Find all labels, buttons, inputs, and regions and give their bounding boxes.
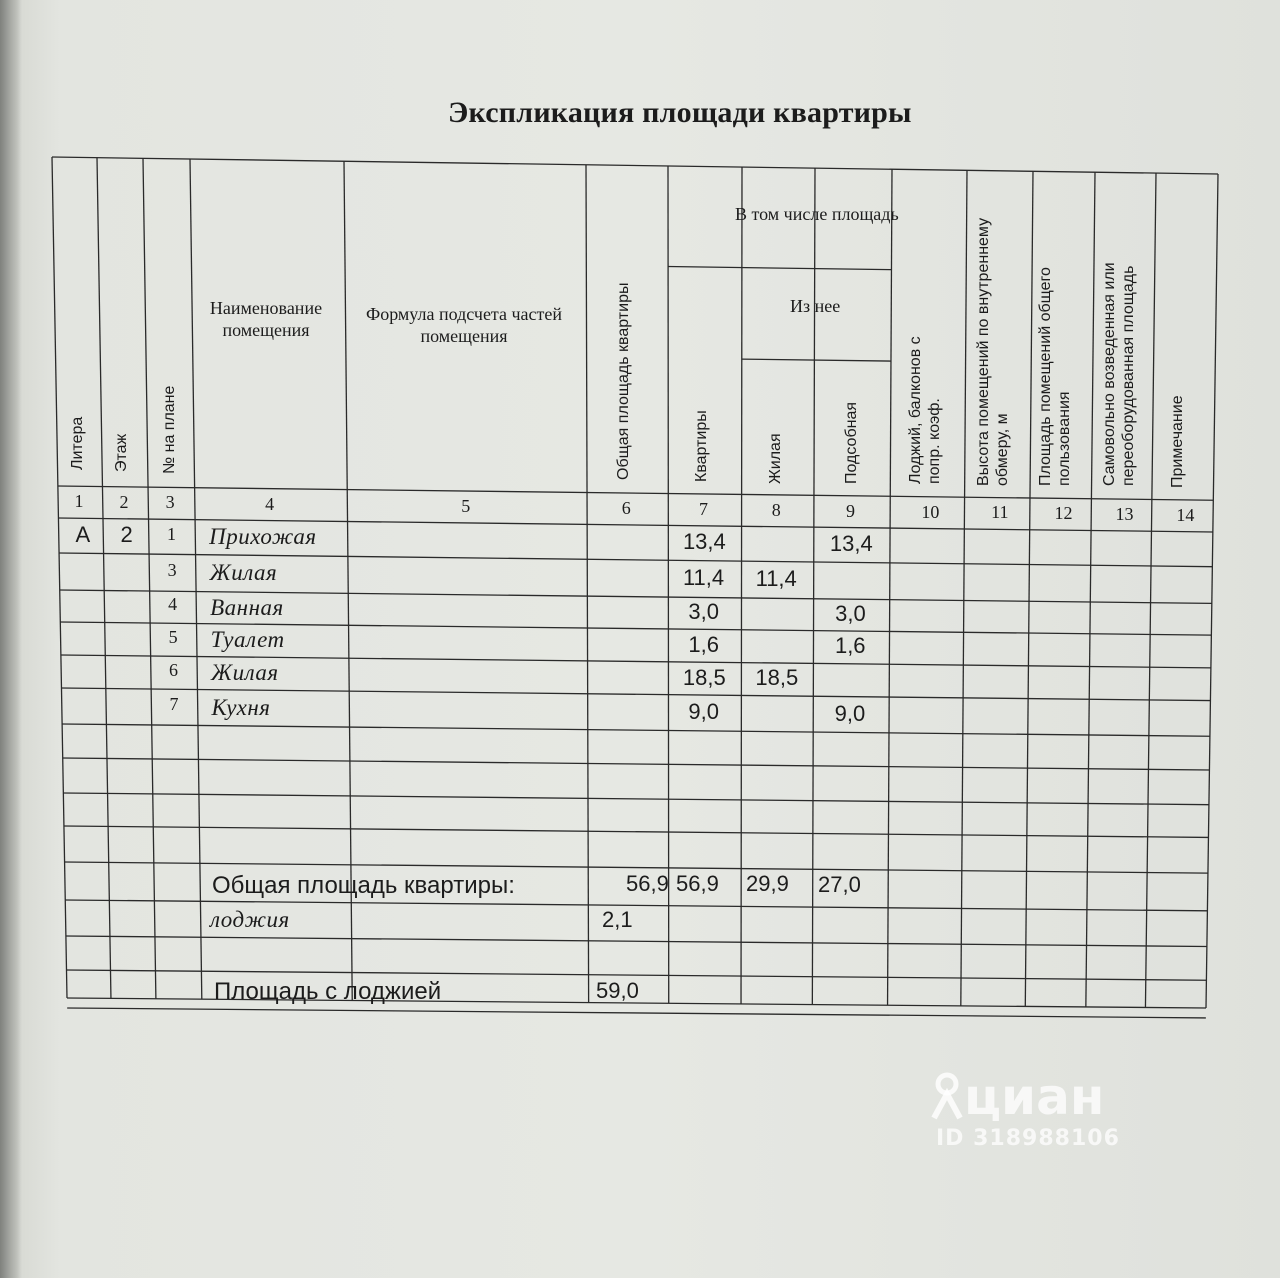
header-samovolno: Самовольно возведенная или переоборудованная площадь [1101, 262, 1137, 486]
table-cell-name: Жилая [209, 560, 278, 586]
header-podsobnaya: Подсобная [843, 401, 860, 484]
col-line-1 [97, 158, 111, 999]
column-number: 10 [921, 501, 940, 522]
table-cell-nomer: 1 [167, 523, 177, 544]
table-cell-kv: 9,0 [688, 698, 719, 724]
header-formula: Формула подсчета частей помещения [365, 304, 563, 346]
totals-obshchaya: 56,9 [626, 871, 669, 896]
table-cell-litera: А [75, 521, 91, 547]
subhead-line [668, 267, 891, 270]
table-cell-name: Туалет [210, 627, 285, 653]
header-naimenovanie: Наименование помещения [209, 298, 323, 340]
col-line-11 [1025, 171, 1033, 1006]
document-title: Экспликация площади квартиры [448, 96, 912, 129]
table-cell-nomer: 3 [167, 559, 177, 580]
column-number: 13 [1115, 504, 1134, 524]
header-etazh: Этаж [113, 433, 130, 472]
table-cell-zh: 18,5 [755, 665, 799, 691]
loggia-value: 2,1 [602, 907, 633, 932]
cian-pin-icon [930, 1072, 964, 1120]
table-cell-nomer: 4 [168, 594, 178, 615]
col-line-3 [190, 159, 202, 999]
table-cell-kv: 13,4 [682, 529, 726, 555]
table-cell-zh: 11,4 [755, 565, 797, 591]
column-number: 3 [165, 492, 175, 513]
totals-pods: 27,0 [818, 872, 861, 897]
column-number: 12 [1054, 503, 1073, 524]
column-number: 9 [846, 500, 856, 521]
table-cell-name: Ванная [210, 594, 284, 620]
with-loggia-label: Площадь с лоджией [214, 978, 442, 1005]
with-loggia-value: 59,0 [596, 978, 639, 1003]
column-number: 6 [621, 497, 631, 518]
watermark [930, 1068, 1120, 1151]
header-lodzhiy: Лоджий, балконов с попр. коэф. [907, 336, 943, 484]
column-number: 2 [119, 491, 129, 512]
col-line-5 [586, 165, 589, 1003]
table-right [1206, 174, 1218, 1008]
totals-zh: 29,9 [746, 871, 789, 896]
table-cell-pods: 1,6 [834, 633, 866, 659]
table-cell-etazh: 2 [120, 522, 133, 548]
table-top [52, 157, 1218, 174]
row-line-8 [63, 793, 1209, 805]
watermark-brand: циан [964, 1068, 1105, 1126]
row-line-14 [67, 1008, 1206, 1018]
col-line-2 [143, 158, 156, 998]
column-number: 8 [771, 499, 781, 520]
table-cell-nomer: 7 [169, 694, 179, 715]
table-cell-name: Жилая [211, 660, 279, 686]
table-cell-nomer: 6 [169, 659, 179, 680]
header-vysota: Высота помещений по внутреннему обмеру, м [975, 217, 1011, 486]
col-line-12 [1086, 172, 1095, 1007]
subhead-line-2 [742, 359, 891, 361]
loggia-label: лоджия [210, 907, 290, 932]
totals-label: Общая площадь квартиры: [212, 872, 515, 899]
column-number: 7 [698, 498, 708, 519]
header-obshchaya: Общая площадь квартиры [615, 282, 632, 480]
header-kvartiry: Квартиры [693, 410, 710, 482]
header-v-tom-chisle: В том числе площадь [735, 204, 899, 224]
header-litera: Литера [69, 416, 86, 470]
col-line-7 [741, 167, 742, 1004]
col-line-10 [961, 170, 967, 1006]
row-line-7 [63, 758, 1210, 770]
table-cell-pods: 13,4 [829, 531, 873, 557]
watermark-id: ID 318988106 [936, 1126, 1120, 1151]
col-line-13 [1145, 173, 1156, 1007]
header-iz-nee: Из нее [790, 296, 841, 316]
header-bottom [58, 486, 1213, 500]
column-number: 11 [991, 502, 1009, 523]
table-cell-pods: 3,0 [835, 601, 866, 627]
table-cell-kv: 18,5 [682, 664, 726, 690]
table-cell-kv: 3,0 [688, 599, 720, 625]
totals-kv: 56,9 [676, 871, 719, 896]
row-line-9 [64, 826, 1209, 837]
col-line-8 [812, 168, 815, 1004]
header-obshchego: Площадь помещений общего пользования [1037, 267, 1073, 486]
column-number: 14 [1176, 504, 1195, 525]
row-line-6 [62, 724, 1210, 736]
row-line-12 [66, 936, 1207, 947]
col-line-9 [888, 169, 892, 1005]
column-number: 5 [461, 496, 471, 516]
column-number: 1 [74, 491, 84, 512]
table-cell-name: Кухня [211, 694, 271, 720]
table-cell-nomer: 5 [168, 626, 178, 647]
table-cell-name: Прихожая [209, 524, 317, 550]
column-number: 4 [265, 493, 275, 514]
table-cell-kv: 1,6 [688, 631, 720, 657]
header-nomer: № на плане [161, 385, 178, 474]
table-left [52, 157, 67, 998]
table-cell-kv: 11,4 [682, 565, 725, 591]
header-zhilaya: Жилая [767, 433, 784, 484]
header-primechanie: Примечание [1169, 395, 1186, 488]
table-cell-pods: 9,0 [834, 700, 866, 726]
